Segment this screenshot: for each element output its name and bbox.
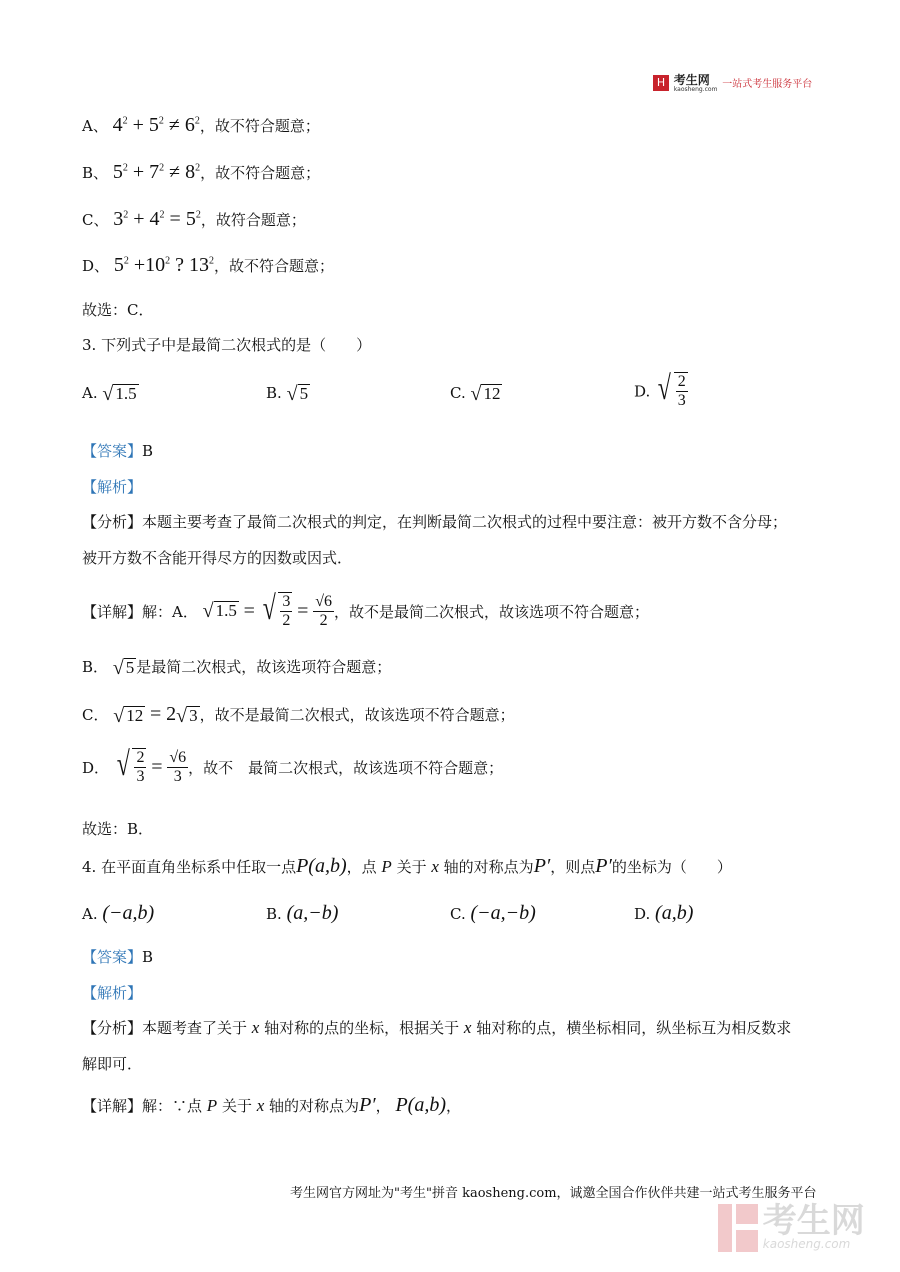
watermark-name: 考生网 <box>762 1201 865 1241</box>
q4-fenxi-line1: 【分析】本题考查了关于 x 轴对称的点的坐标，根据关于 x 轴对称的点，横坐标相同，纵坐标互为相反数求 <box>82 1018 792 1037</box>
logo-icon: H <box>653 75 669 91</box>
q4-option-c: C. (−a,−b) <box>450 902 536 924</box>
q4-xiangjie: 【详解】解：∵点 P 关于 x 轴的对称点为P′， P(a,b)， <box>82 1094 462 1116</box>
q2-option-b: B、 $5^2 + 7^2 \ne 8^2$，故不符合题意； <box>82 161 321 183</box>
footer-watermark <box>718 1201 865 1252</box>
logo-name: 考生网 <box>673 73 710 87</box>
watermark-url: kaosheng.com <box>762 1237 851 1251</box>
q3-fenxi-line1: 【分析】本题主要考查了最简二次根式的判定，在判断最简二次根式的过程中要注意：被开方数不含分母； <box>82 513 788 531</box>
q3-xiangjie-a: 【详解】解：A． √ 1.5 = √ $\frac{3}{2}$ = $\frac{√6}{2}$ ，故不是最简二次根式，故该选项不符合题意； <box>82 590 650 630</box>
q2-option-d: D、 $5^2 +10^2$ ? $13^2$，故不符合题意； <box>82 254 334 276</box>
q4-answer: 【答案】B <box>82 948 154 966</box>
q4-option-b: B. (a,−b) <box>266 902 339 924</box>
q3-select: 故选：B． <box>82 820 154 838</box>
q3-option-a: A. √ 1.5 <box>82 383 137 405</box>
q4-option-d: D. (a,b) <box>634 902 694 924</box>
logo-url: kaosheng.com <box>673 86 718 93</box>
q3-xiangjie-d: D． √ $\frac{2}{3}$ = $\frac{√6}{3}$ ，故不 最简二次根式，故该选项不符合题意； <box>82 746 504 786</box>
q4-fenxi-line2: 解即可． <box>82 1055 143 1073</box>
q4-stem: 4. 在平面直角坐标系中任取一点P(a,b)，点 P 关于 x 轴的对称点为P′，则点P′的坐标为（ ） <box>82 855 732 877</box>
q3-answer: 【答案】B <box>82 442 154 460</box>
q3-option-c: C. √ 12 <box>450 383 501 405</box>
q3-jiexi-tag: 【解析】 <box>82 478 143 496</box>
q2-select: 故选：C． <box>82 301 154 319</box>
q3-stem: 3. 下列式子中是最简二次根式的是（ ） <box>82 336 372 354</box>
footer-text: 考生网官方网址为"考生"拼音 kaosheng.com，诚邀全国合作伙伴共建一站式考生服务平台 <box>290 1186 817 1201</box>
q3-xiangjie-b: B． √ 5 是最简二次根式，故该选项符合题意； <box>82 657 392 679</box>
q3-option-b: B. √ 5 <box>266 383 309 405</box>
q3-option-d: D. √ $\frac{2}{3}$ <box>634 370 686 410</box>
header-logo <box>653 72 812 93</box>
q3-xiangjie-c: C． √ 12 = 2 √ 3 ，故不是最简二次根式，故该选项不符合题意； <box>82 703 515 727</box>
q2-option-c: C、 $3^2 + 4^2 = 5^2$，故符合题意； <box>82 208 306 230</box>
watermark-logo-icon <box>718 1204 758 1252</box>
q4-option-a: A. (−a,b) <box>82 902 155 924</box>
q3-fenxi-line2: 被开方数不含能开得尽方的因数或因式． <box>82 549 353 567</box>
header-slogan: 一站式考生服务平台 <box>722 79 813 90</box>
q2-option-a: A、 $4^2 + 5^2 \ne 6^2$，故不符合题意； <box>82 114 320 136</box>
q4-jiexi-tag: 【解析】 <box>82 984 143 1002</box>
